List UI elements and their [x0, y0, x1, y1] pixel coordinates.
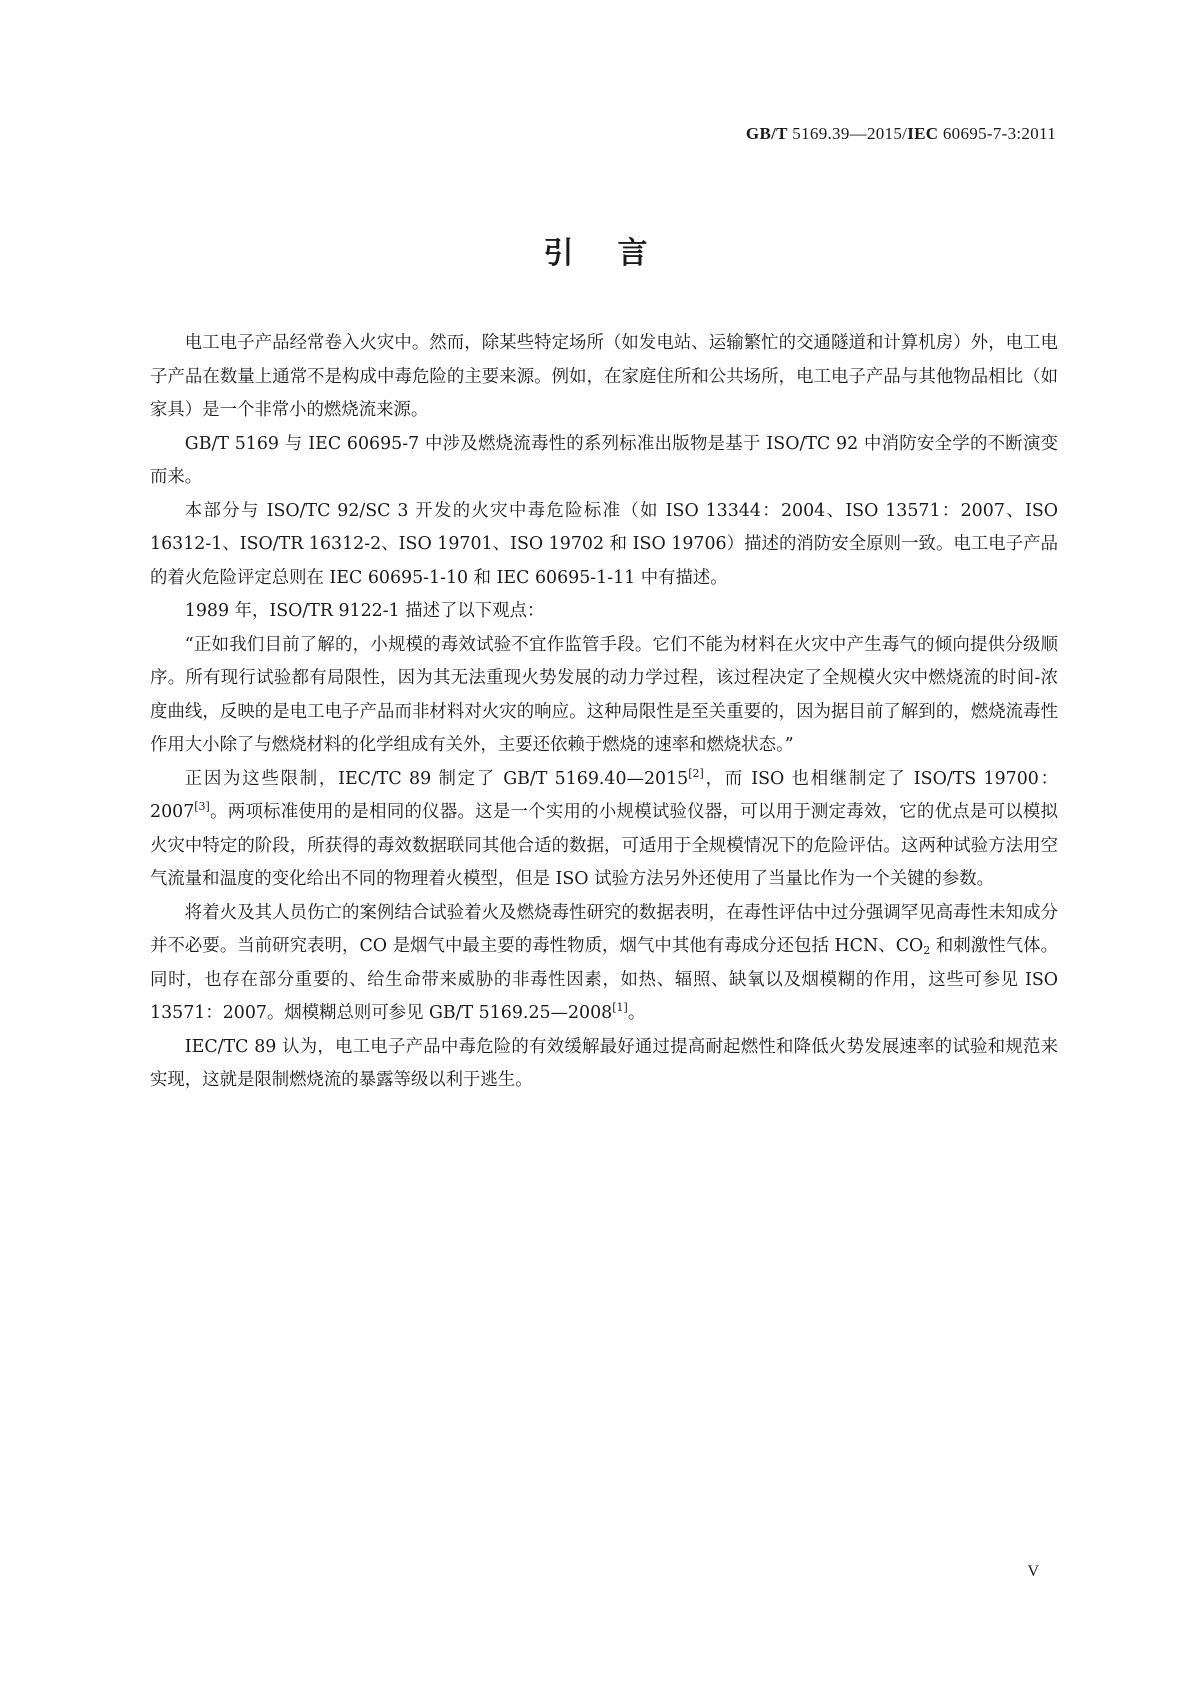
paragraph-6 [150, 763, 1058, 897]
co2-subscript: 2 [923, 944, 931, 957]
paragraph-5-quote: “正如我们目前了解的，小规模的毒效试验不宜作监管手段。它们不能为材料在火灾中产生毒气的倾向提供分级顺序。所有现行试验都有局限性，因为其无法重现火势发展的动力学过程，该过程决定了全规模火灾中燃烧流的时间-浓度曲线，反映的是电工电子产品而非材料对火灾的响应。这种局限性是至关重要的，因为据目前了解到的，燃烧流毒性作用大小除了与燃烧材料的化学组成有关外，主要还依赖于燃烧的速率和燃烧状态。” [150, 634, 1058, 755]
paragraph-7 [150, 897, 1058, 1031]
paragraph-6-text-b: ，而 ISO 也相继制定了 ISO/TS 19700：2007 [150, 768, 1058, 822]
paragraph-7-text-a: 将着火及其人员伤亡的案例结合试验着火及燃烧毒性研究的数据表明，在毒性评估中过分强调罕见高毒性未知成分并不必要。当前研究表明，CO 是烟气中最主要的毒性物质，烟气中其他有毒成分还包括 HCN、CO [150, 902, 1058, 956]
paragraph-7-text-b: 和刺激性气体。同时，也存在部分重要的、给生命带来威胁的非毒性因素，如热、辐照、缺氧以及烟模糊的作用，这些可参见 ISO 13571：2007。烟模糊总则可参见 GB/T 5169.25—2008 [150, 936, 1058, 1023]
document-code [746, 124, 1056, 144]
paragraph-7-text-c: 。 [627, 1003, 646, 1023]
paragraph-8: IEC/TC 89 认为，电工电子产品中毒危险的有效缓解最好通过提高耐起燃性和降低火势发展速率的试验和规范来实现，这就是限制燃烧流的暴露等级以利于逃生。 [150, 1036, 1058, 1090]
document-code-number: 5169.39—2015/ [787, 124, 908, 143]
document-code-prefix: GB/T [745, 124, 788, 143]
reference-3: [3] [194, 800, 210, 813]
document-code-iec: IEC [907, 124, 939, 143]
paragraph-6-text-c: 。两项标准使用的是相同的仪器。这是一个实用的小规模试验仪器，可以用于测定毒效，它的优点是可以模拟火灾中特定的阶段，所获得的毒效数据联同其他合适的数据，可适用于全规模情况下的危险评估。这两种试验方法用空气流量和温度的变化给出不同的物理着火模型，但是 ISO 试验方法另外还使用了当量比作为一个关键的参数。 [150, 802, 1058, 889]
paragraph-2: GB/T 5169 与 IEC 60695-7 中涉及燃烧流毒性的系列标准出版物是基于 ISO/TC 92 中消防安全学的不断演变而来。 [150, 433, 1058, 487]
paragraph-1: 电工电子产品经常卷入火灾中。然而，除某些特定场所（如发电站、运输繁忙的交通隧道和计算机房）外，电工电子产品在数量上通常不是构成中毒危险的主要来源。例如，在家庭住所和公共场所，电工电子产品与其他物品相比（如家具）是一个非常小的燃烧流来源。 [150, 333, 1058, 420]
page-number: V [1027, 1563, 1039, 1580]
section-title: 引言 [543, 236, 692, 271]
introduction-body [150, 327, 1058, 1098]
reference-1: [1] [612, 1001, 628, 1014]
paragraph-6-text-a: 正因为这些限制，IEC/TC 89 制定了 GB/T 5169.40—2015 [184, 768, 689, 789]
document-code-iec-number: 60695-7-3:2011 [938, 124, 1056, 143]
paragraph-4: 1989 年，ISO/TR 9122-1 描述了以下观点： [184, 601, 545, 621]
reference-2: [2] [688, 766, 704, 780]
paragraph-3: 本部分与 ISO/TC 92/SC 3 开发的火灾中毒危险标准（如 ISO 13344：2004、ISO 13571：2007、ISO 16312-1、ISO/TR 16312-2、ISO 19701、ISO 19702 和 ISO 19706）描述的消防安全原则一致。电工电子产品的着火危险评定总则在 IEC 60695-1-10 和 IEC 60695-1-11 中有描述。 [150, 500, 1058, 588]
